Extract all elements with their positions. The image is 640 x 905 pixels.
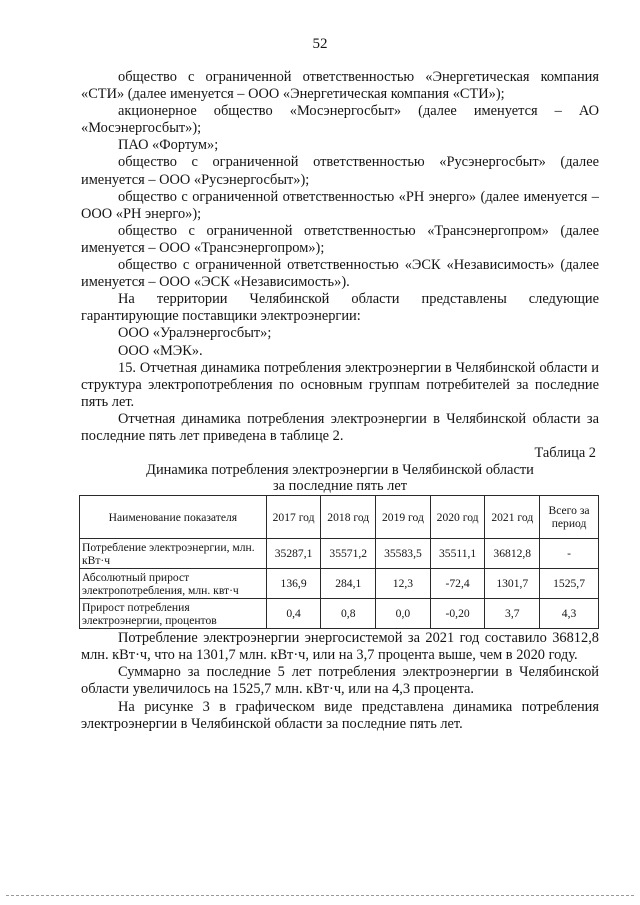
paragraph: общество с ограниченной ответственностью «Трансэнергопром» (далее именуется – ООО «Трансэнергопром»); bbox=[81, 222, 599, 256]
table-cell: 35583,5 bbox=[376, 539, 431, 569]
table-cell: 1301,7 bbox=[485, 569, 540, 599]
table-cell: 284,1 bbox=[321, 569, 376, 599]
paragraph: На территории Челябинской области представлены следующие гарантирующие поставщики электроэнергии: bbox=[81, 291, 599, 325]
table-cell: 3,7 bbox=[485, 599, 540, 629]
table-cell: -0,20 bbox=[430, 599, 485, 629]
paragraph: ПАО «Фортум»; bbox=[118, 137, 219, 154]
row-label: Прирост потребления электроэнергии, процентов bbox=[80, 599, 267, 629]
paragraph: общество с ограниченной ответственностью «Русэнергосбыт» (далее именуется – ООО «Русэнергосбыт»); bbox=[81, 154, 599, 188]
table-row bbox=[80, 539, 599, 569]
table-cell: -72,4 bbox=[430, 569, 485, 599]
column-header: 2019 год bbox=[376, 496, 431, 539]
paragraph: общество с ограниченной ответственностью «Энергетическая компания «СТИ» (далее именуется – ООО «Энергетическая компания «СТИ»); bbox=[81, 69, 599, 103]
table-cell: 35287,1 bbox=[266, 539, 321, 569]
table-cell: - bbox=[540, 539, 599, 569]
row-label: Абсолютный прирост электропотребления, млн. квт·ч bbox=[80, 569, 267, 599]
paragraph: ООО «Уралэнергосбыт»; bbox=[118, 325, 272, 342]
column-header: 2020 год bbox=[430, 496, 485, 539]
table-cell: 35571,2 bbox=[321, 539, 376, 569]
section-heading: 15. Отчетная динамика потребления электроэнергии в Челябинской области и структура электропотребления по основным группам потребителей за последние пять лет. bbox=[81, 359, 599, 410]
paragraph: общество с ограниченной ответственностью «ЭСК «Независимость» (далее именуется – ООО «ЭСК «Независимость»). bbox=[81, 257, 599, 291]
column-header: 2018 год bbox=[321, 496, 376, 539]
paragraph: Суммарно за последние 5 лет потребления электроэнергии в Челябинской области увеличилось на 1525,7 млн. кВт·ч, или на 4,3 процента. bbox=[81, 664, 599, 698]
paragraph: Потребление электроэнергии энергосистемой за 2021 год составило 36812,8 млн. кВт·ч, что на 1301,7 млн. кВт·ч, или на 3,7 процента выше, чем в 2020 году. bbox=[81, 630, 599, 664]
table-cell: 0,8 bbox=[321, 599, 376, 629]
table-cell: 0,0 bbox=[376, 599, 431, 629]
document-body bbox=[81, 69, 599, 733]
consumption-table bbox=[79, 495, 599, 629]
column-header: Всего за период bbox=[540, 496, 599, 539]
table-cell: 36812,8 bbox=[485, 539, 540, 569]
table-cell: 4,3 bbox=[540, 599, 599, 629]
scan-edge-divider bbox=[6, 895, 634, 896]
table-cell: 0,4 bbox=[266, 599, 321, 629]
paragraph: общество с ограниченной ответственностью «РН энерго» (далее именуется – ООО «РН энерго»); bbox=[81, 188, 599, 222]
table-cell: 12,3 bbox=[376, 569, 431, 599]
table-cell: 1525,7 bbox=[540, 569, 599, 599]
table-row bbox=[80, 599, 599, 629]
paragraph: ООО «МЭК». bbox=[118, 342, 203, 359]
table-row bbox=[80, 569, 599, 599]
table-header-row bbox=[80, 496, 599, 539]
table-label: Таблица 2 bbox=[534, 445, 596, 462]
row-label: Потребление электроэнергии, млн. кВт·ч bbox=[80, 539, 267, 569]
table-cell: 136,9 bbox=[266, 569, 321, 599]
page-number: 52 bbox=[312, 36, 328, 52]
column-header: 2021 год bbox=[485, 496, 540, 539]
paragraph: Отчетная динамика потребления электроэнергии в Челябинской области за последние пять лет приведена в таблице 2. bbox=[81, 410, 599, 444]
table-cell: 35511,1 bbox=[430, 539, 485, 569]
column-header: Наименование показателя bbox=[80, 496, 267, 539]
column-header: 2017 год bbox=[266, 496, 321, 539]
table-title: Динамика потребления электроэнергии в Челябинской области bbox=[146, 462, 534, 479]
paragraph: акционерное общество «Мосэнергосбыт» (далее именуется – АО «Мосэнергосбыт»); bbox=[81, 103, 599, 137]
paragraph: На рисунке 3 в графическом виде представлена динамика потребления электроэнергии в Челябинской области за последние пять лет. bbox=[81, 698, 599, 732]
table-subtitle: за последние пять лет bbox=[272, 478, 408, 495]
